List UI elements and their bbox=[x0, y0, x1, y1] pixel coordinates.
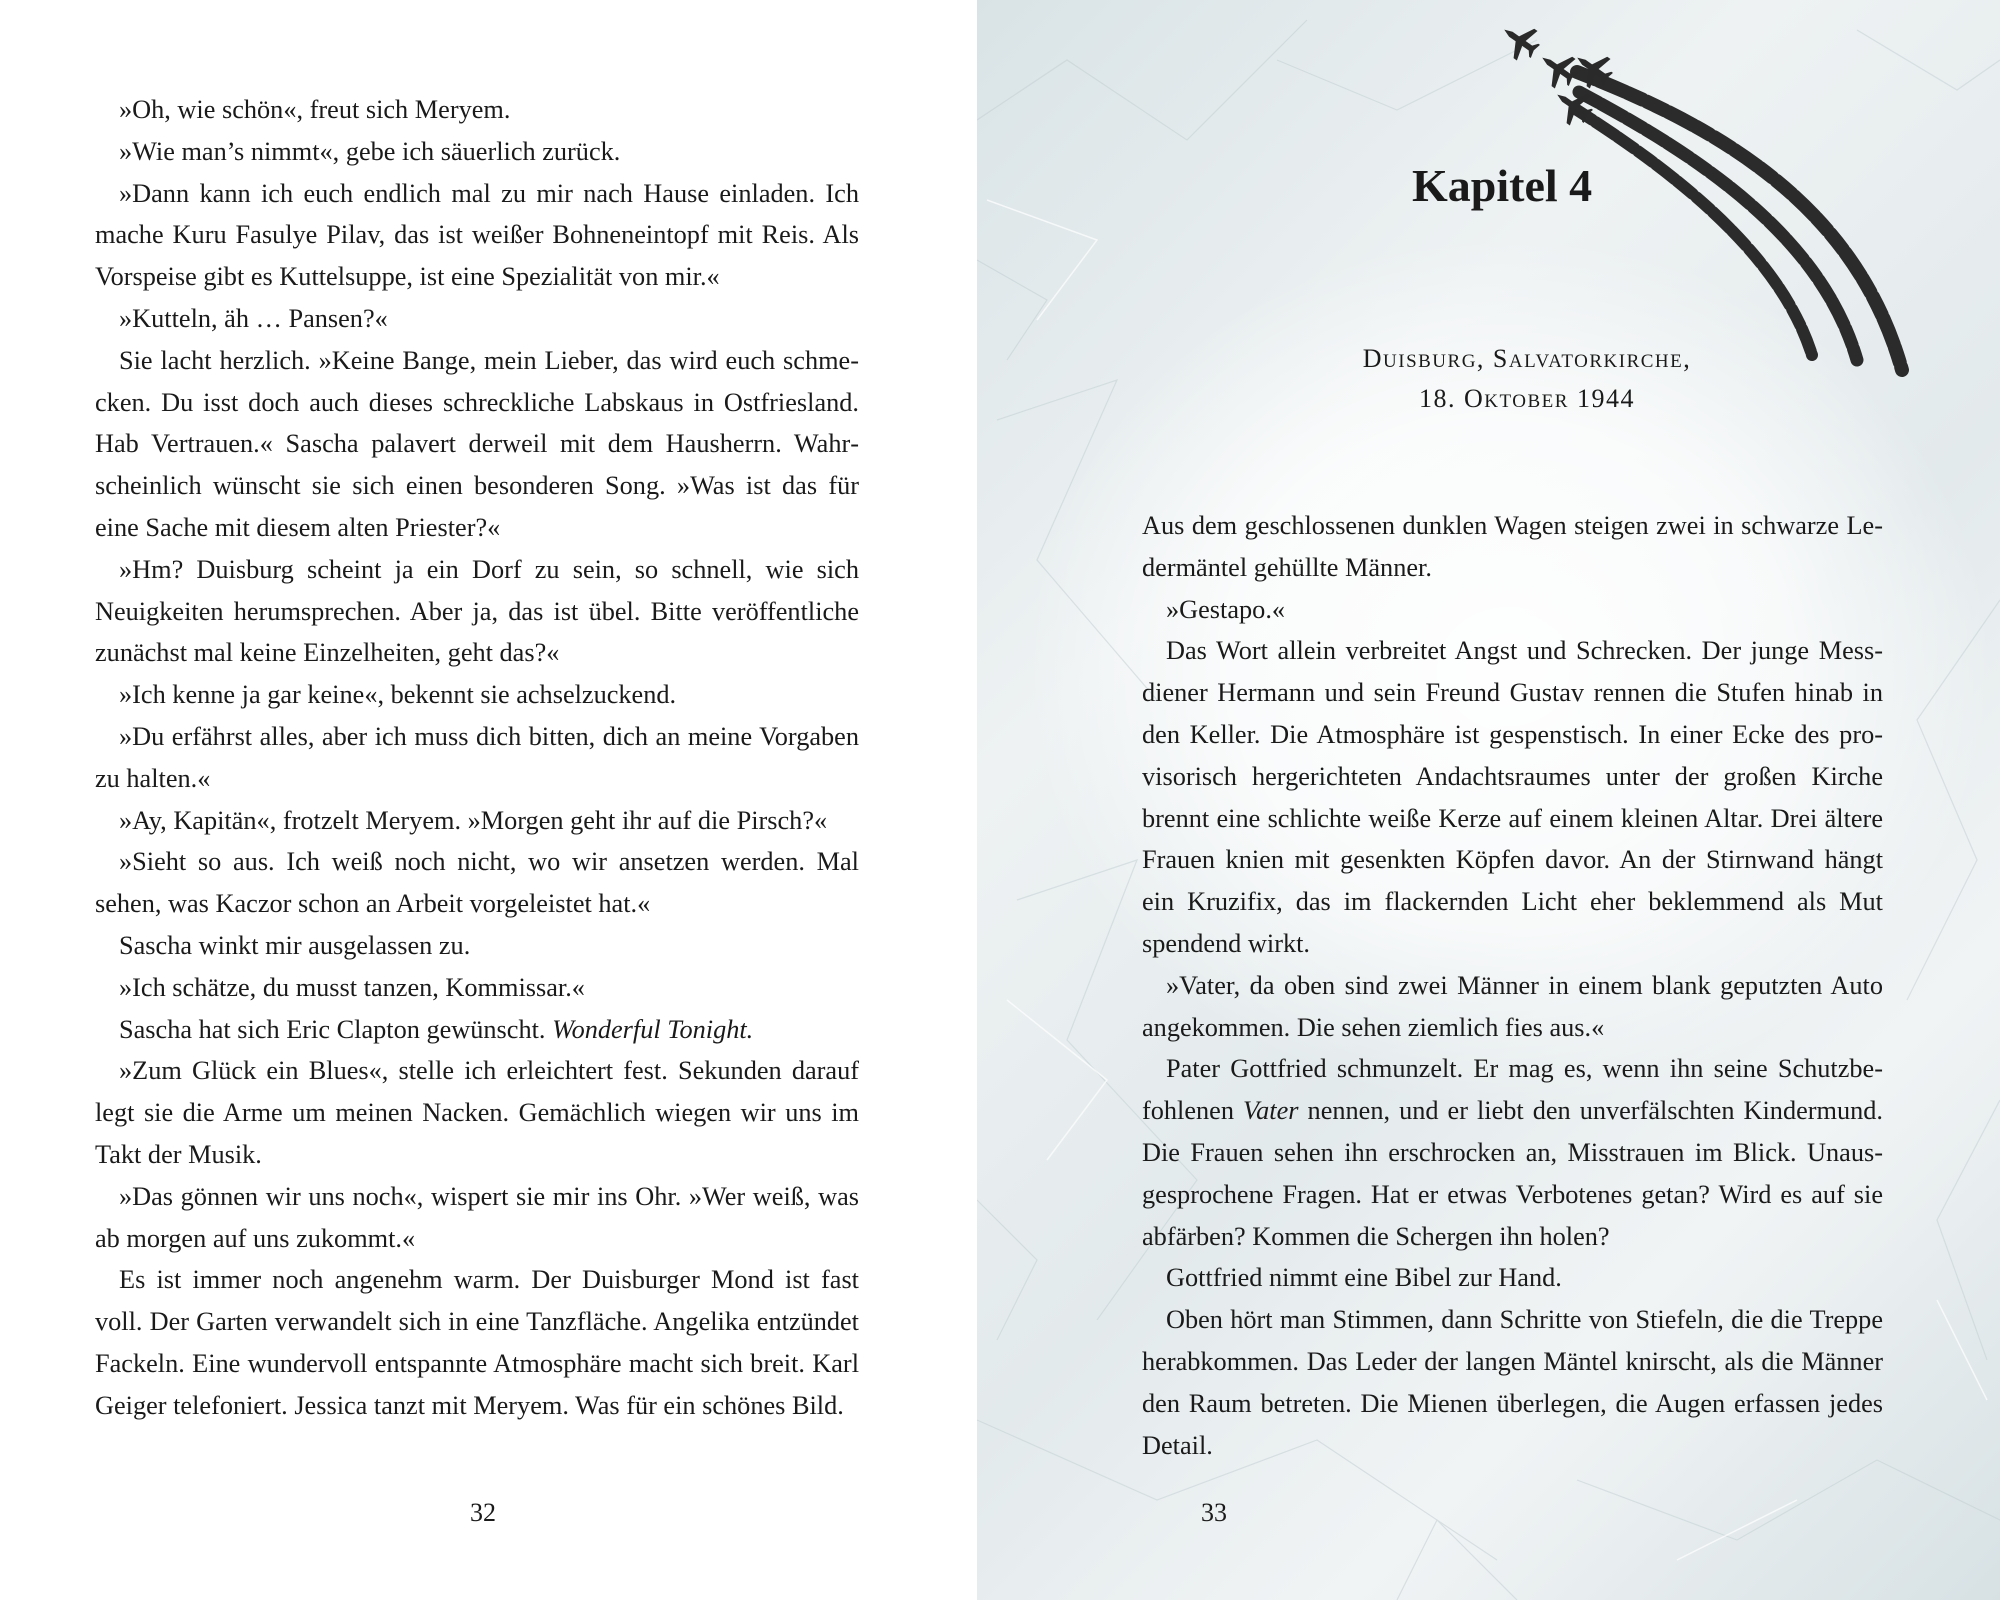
left-page-body bbox=[95, 89, 859, 1427]
small-caps-run: UISBURG bbox=[1383, 351, 1477, 372]
paragraph bbox=[1142, 1048, 1883, 1257]
small-caps-run: S bbox=[1492, 344, 1509, 373]
right-page bbox=[977, 0, 2000, 1600]
text-run: »Vater, da oben sind zwei Männer in einem blank geputzten Auto angekommen. Die sehen ziemlich fies aus.« bbox=[1142, 970, 1883, 1042]
text-run: »Sieht so aus. Ich weiß noch nicht, wo wir ansetzen werden. Mal sehen, was Kaczor schon an Arbeit vorgeleistet hat.« bbox=[95, 847, 859, 919]
small-caps-run: KTOBER bbox=[1484, 391, 1569, 412]
text-run: »Wie man’s nimmt«, gebe ich säuerlich zurück. bbox=[119, 136, 621, 166]
chapter-title: Kapitel 4 bbox=[1412, 160, 1593, 211]
text-run: Es ist immer noch angenehm warm. Der Duisburger Mond ist fast voll. Der Garten verwandelt sich in eine Tanzfläche. Angelika entzündet Fackeln. Eine wundervoll entspannte Atmosphäre macht sich breit. Karl Geiger telefoniert. Jessica tanzt mit Meryem. Was für ein schönes Bild. bbox=[95, 1265, 859, 1420]
paragraph bbox=[95, 800, 859, 842]
text-run: »Ich schätze, du musst tanzen, Kommissar.« bbox=[119, 972, 585, 1002]
text-run: »Oh, wie schön«, freut sich Meryem. bbox=[119, 95, 511, 124]
text-run: Oben hört man Stimmen, dann Schritte von Stiefeln, die die Treppe herabkommen. Das Leder der langen Mäntel knirscht, als die Männer den Raum betreten. Die Mienen überlegen, die Augen erfassen jedes Detail. bbox=[1142, 1305, 1883, 1460]
paragraph bbox=[95, 1259, 859, 1426]
paragraph bbox=[95, 1009, 859, 1051]
text-run: Sie lacht herzlich. »Keine Bange, mein Lieber, das wird euch schmecken. Du isst doch auch dieses schreckliche Labskaus in Ostfriesland. Hab Vertrauen.« Sascha palavert derweil mit dem Hausherrn. Wahrscheinlich wünscht sie sich einen besonderen Song. »Was ist das für eine Sache mit diesem alten Priester?« bbox=[95, 345, 859, 542]
text-run: Sascha hat sich Eric Clapton gewünscht. bbox=[119, 1014, 553, 1044]
text-run: Das Wort allein verbreitet Angst und Schrecken. Der junge Messdiener Hermann und sein Freund Gustav rennen die Stufen hinab in den Keller. Die Atmosphäre ist gespenstisch. In einer Ecke des provisorisch hergerichteten Andachtsraumes unter der großen Kirche brennt eine schlichte weiße Kerze auf einem kleinen Altar. Drei ältere Frauen knien mit gesenkten Köpfen davor. An der Stirnwand hängt ein Kruzifix, das im flackernden Licht eher beklemmend als Mut spendend wirkt. bbox=[1142, 636, 1883, 958]
paragraph bbox=[95, 716, 859, 800]
paragraph bbox=[95, 1176, 859, 1260]
small-caps-run: 18. O bbox=[1419, 384, 1485, 413]
small-caps-run: , bbox=[1476, 344, 1493, 373]
text-run: »Zum Glück ein Blues«, stelle ich erleichtert fest. Sekunden darauf legt sie die Arme um meinen Nacken. Gemächlich wiegen wir uns im Takt der Musik. bbox=[95, 1056, 859, 1169]
page-number-right: 33 bbox=[1201, 1498, 1227, 1527]
small-caps-run: ALVATORKIRCHE bbox=[1508, 351, 1684, 372]
paragraph bbox=[95, 674, 859, 716]
paragraph bbox=[1142, 1299, 1883, 1466]
text-run: »Ay, Kapitän«, frotzelt Meryem. »Morgen geht ihr auf die Pirsch?« bbox=[119, 805, 828, 835]
small-caps-run: , bbox=[1683, 344, 1692, 373]
paragraph bbox=[95, 549, 859, 674]
small-caps-run: D bbox=[1362, 344, 1384, 373]
text-run: Gottfried nimmt eine Bibel zur Hand. bbox=[1166, 1263, 1562, 1293]
text-run: »Dann kann ich euch endlich mal zu mir nach Hause einladen. Ich mache Kuru Fasulye Pilav, das ist weißer Bohneneintopf mit Reis. Als Vorspeise gibt es Kuttelsuppe, ist eine Spezialität von mir.« bbox=[95, 178, 859, 292]
italic-text: Wonderful Tonight. bbox=[552, 1014, 754, 1044]
paragraph bbox=[1142, 630, 1883, 964]
paragraph bbox=[1142, 1257, 1883, 1299]
text-run: »Du erfährst alles, aber ich muss dich bitten, dich an meine Vorgaben zu halten.« bbox=[95, 721, 859, 793]
paragraph bbox=[1142, 965, 1883, 1049]
right-page-body bbox=[1142, 505, 1883, 1466]
paragraph bbox=[95, 89, 859, 131]
chapter-date bbox=[1127, 384, 1927, 414]
paragraph bbox=[95, 173, 859, 298]
paragraph bbox=[95, 298, 859, 340]
left-page bbox=[0, 0, 977, 1600]
text-run: nennen, und er liebt den unverfälschten Kindermund. Die Frauen sehen ihn erschrocken an, Misstrauen im Blick. Unausgesprochene Fragen. Hat er etwas Verbotenes getan? Wird es auf sie abfärben? Kommen die Schergen ihn holen? bbox=[1142, 1096, 1883, 1251]
small-caps-run: 1944 bbox=[1568, 384, 1635, 413]
text-run: »Das gönnen wir uns noch«, wispert sie mir ins Ohr. »Wer weiß, was ab morgen auf uns zukommt.« bbox=[95, 1181, 859, 1253]
paragraph bbox=[95, 340, 859, 549]
paragraph bbox=[1142, 505, 1883, 589]
chapter-place bbox=[1127, 344, 1927, 374]
paragraph bbox=[95, 131, 859, 173]
paragraph bbox=[95, 841, 859, 925]
text-run: Sascha winkt mir ausgelassen zu. bbox=[119, 930, 471, 960]
text-run: »Kutteln, äh … Pansen?« bbox=[119, 303, 388, 333]
italic-text: Vater bbox=[1243, 1096, 1299, 1126]
paragraph bbox=[95, 1050, 859, 1175]
text-run: Aus dem geschlossenen dunklen Wagen steigen zwei in schwarze Ledermäntel gehüllte Männer. bbox=[1142, 511, 1883, 582]
paragraph bbox=[95, 967, 859, 1009]
text-run: Pater Gottfried schmunzelt. Er mag es, wenn ihn seine Schutzbefohlenen bbox=[1142, 1054, 1883, 1126]
paragraph bbox=[1142, 589, 1883, 631]
text-run: »Ich kenne ja gar keine«, bekennt sie achselzuckend. bbox=[119, 680, 677, 710]
paragraph bbox=[95, 925, 859, 967]
text-run: »Gestapo.« bbox=[1166, 594, 1286, 624]
text-run: »Hm? Duisburg scheint ja ein Dorf zu sein, so schnell, wie sich Neuigkeiten herumsprechen. Aber ja, das ist übel. Bitte veröffentliche zunächst mal keine Einzelheiten, geht das?« bbox=[95, 554, 859, 668]
page-number-left: 32 bbox=[470, 1498, 496, 1527]
